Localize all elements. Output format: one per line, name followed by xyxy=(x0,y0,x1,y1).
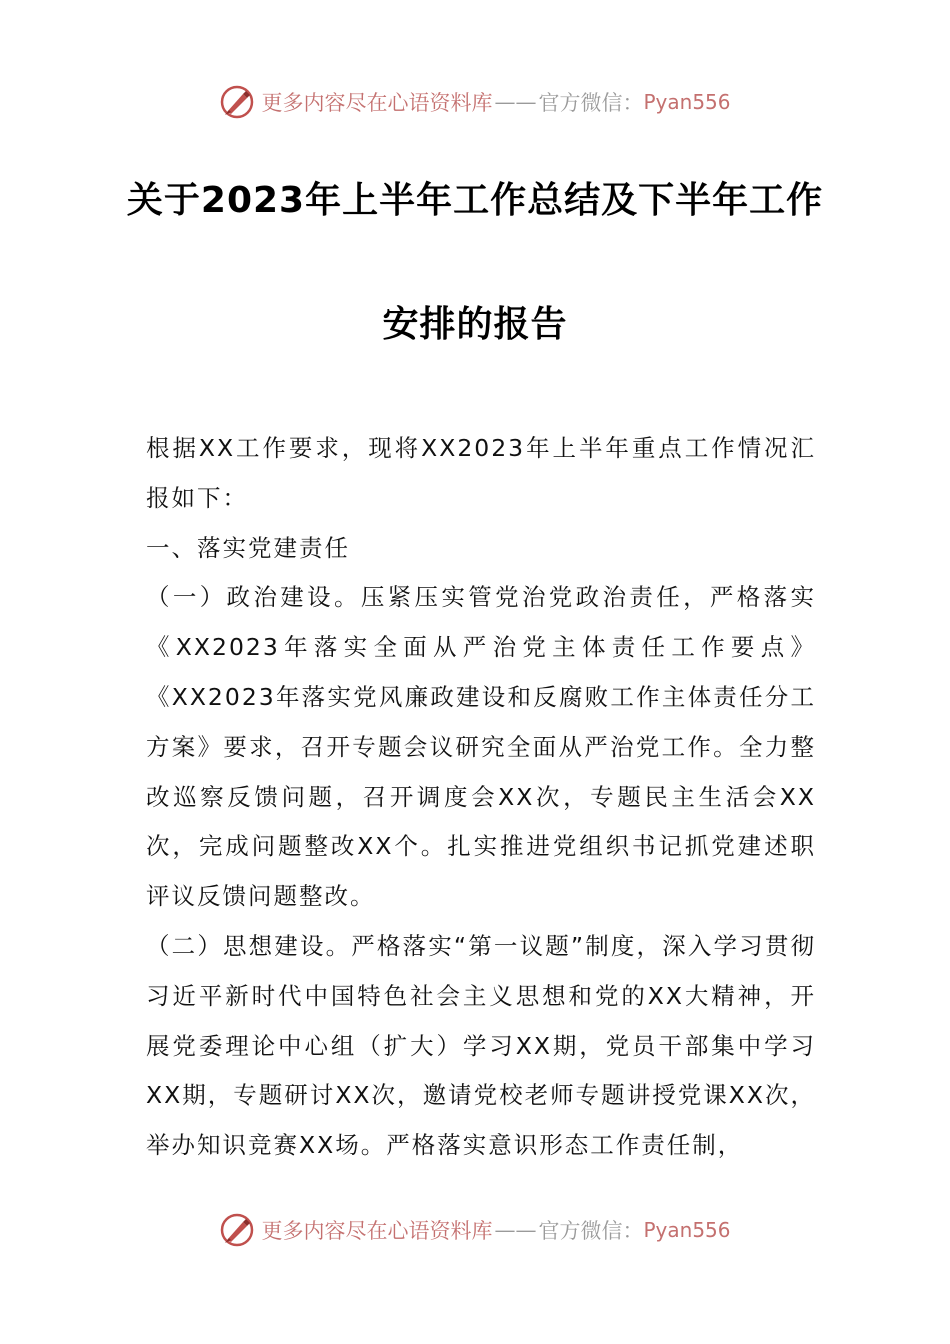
pen-logo-icon xyxy=(219,1212,255,1248)
banner-text: 更多内容尽在心语资料库 xyxy=(261,1219,493,1243)
banner-wechat-label: 官方微信： xyxy=(538,1219,644,1243)
header-banner xyxy=(0,82,950,122)
banner-wechat-id: Pyan556 xyxy=(643,90,731,114)
banner-dash: —— xyxy=(494,1218,537,1242)
body-heading-section-1: 一、落实党建责任 xyxy=(146,533,350,562)
banner-dash: —— xyxy=(494,90,537,114)
document-title-line1: 关于2023年上半年工作总结及下半年工作 xyxy=(126,180,824,221)
footer-banner xyxy=(0,1210,950,1250)
pen-logo-icon xyxy=(219,84,255,120)
banner-wechat-id: Pyan556 xyxy=(643,1218,731,1242)
document-body xyxy=(146,424,816,1171)
body-paragraph-intro: 根据XX工作要求，现将XX2023年上半年重点工作情况汇报如下： xyxy=(146,434,816,512)
banner-text: 更多内容尽在心语资料库 xyxy=(261,91,493,115)
document-title-line2: 安排的报告 xyxy=(382,304,568,345)
body-paragraph-political: （一）政治建设。压紧压实管党治党政治责任，严格落实《XX2023年落实全面从严治党主体责任工作要点》《XX2023年落实党风廉政建设和反腐败工作主体责任分工方案》要求，召开专题会议研究全面从严治党工作。全力整改巡察反馈问题，召开调度会XX次，专题民主生活会XX次，完成问题整改XX个。扎实推进党组织书记抓党建述职评议反馈问题整改。 xyxy=(146,583,816,911)
banner-wechat-label: 官方微信： xyxy=(538,91,644,115)
body-paragraph-ideological: （二）思想建设。严格落实“第一议题”制度，深入学习贯彻习近平新时代中国特色社会主义思想和党的XX大精神，开展党委理论中心组（扩大）学习XX期，党员干部集中学习XX期，专题研讨XX次，邀请党校老师专题讲授党课XX次，举办知识竞赛XX场。严格落实意识形态工作责任制， xyxy=(146,931,816,1160)
